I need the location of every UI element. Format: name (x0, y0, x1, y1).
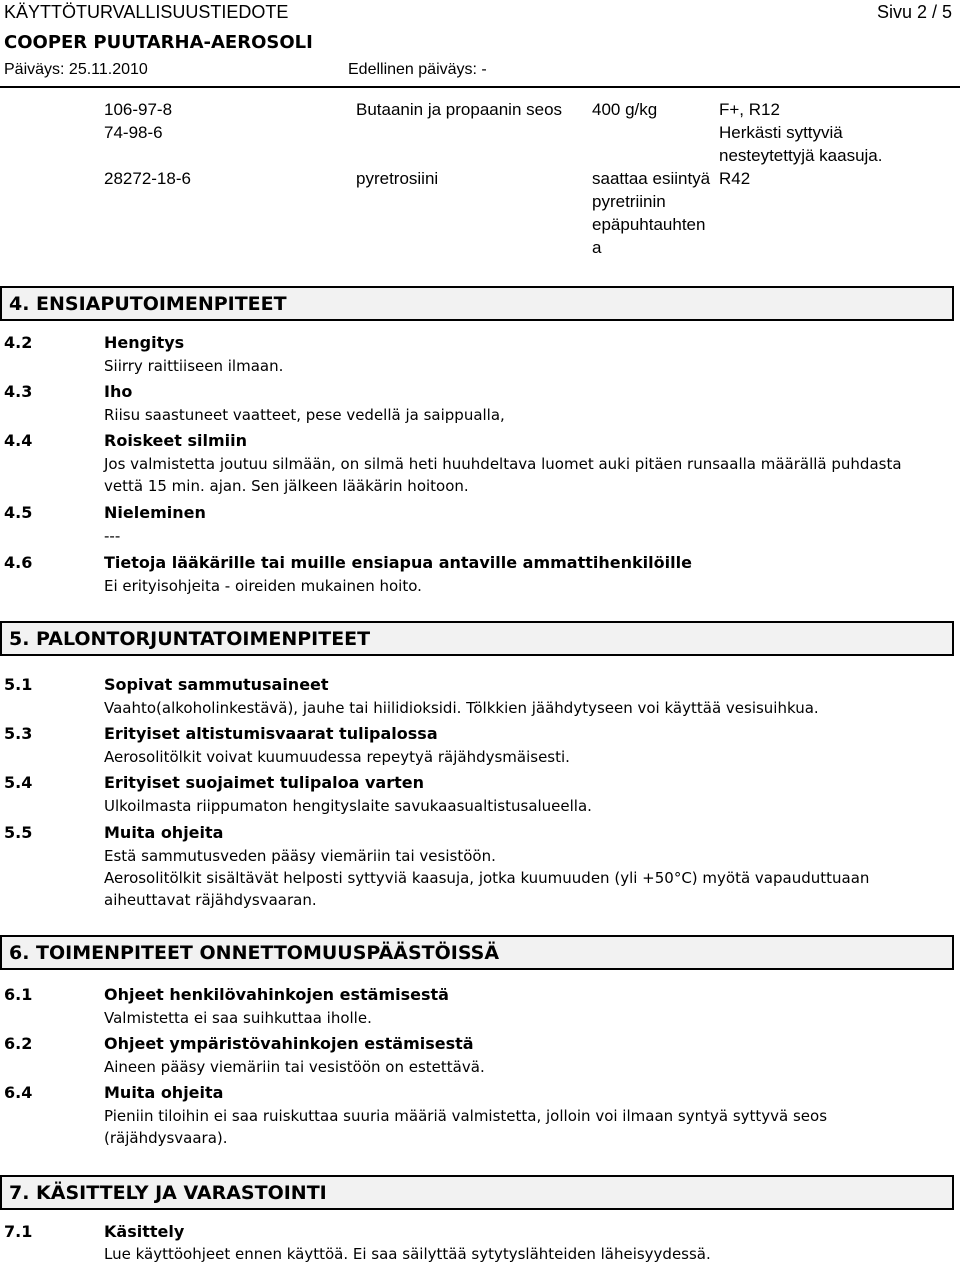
subsection-number: 5.3 (4, 724, 33, 743)
ingredient-classification: nesteytettyjä kaasuja. (719, 146, 883, 165)
section-title: 4. ENSIAPUTOIMENPITEET (9, 293, 287, 315)
ingredient-amount: pyretriinin (592, 192, 666, 211)
subsection-text: Riisu saastuneet vaatteet, pese vedellä ja saippualla, (104, 406, 505, 424)
subsection-title: Tietoja lääkärille tai muille ensiapua antaville ammattihenkilöille (104, 553, 692, 572)
ingredient-cas: 28272-18-6 (104, 169, 191, 188)
subsection-number: 6.4 (4, 1083, 33, 1102)
subsection-title: Muita ohjeita (104, 823, 224, 842)
section-header (0, 286, 954, 321)
ingredient-cas: 106-97-8 (104, 100, 173, 119)
ingredient-amount: epäpuhtauhten (592, 215, 706, 234)
subsection-text: --- (104, 527, 121, 545)
page-number: Sivu 2 / 5 (876, 2, 952, 22)
subsection-text: Valmistetta ei saa suihkuttaa iholle. (104, 1009, 372, 1027)
subsection-title: Ohjeet ympäristövahinkojen estämisestä (104, 1034, 474, 1053)
ingredient-name: pyretrosiini (356, 169, 439, 188)
subsection-text: Aerosolitölkit sisältävät helposti syttyviä kaasuja, jotka kuumuuden (yli +50°C) myötä vapauduttuaan aiheuttavat räjähdysvaaran. (104, 869, 870, 909)
subsection-number: 5.4 (4, 773, 33, 792)
subsection-title: Sopivat sammutusaineet (104, 675, 329, 694)
subsection-number: 4.4 (4, 431, 33, 450)
subsection-title: Nieleminen (104, 503, 206, 522)
subsection-text: Ei erityisohjeita - oireiden mukainen hoito. (104, 577, 422, 595)
subsection-number: 5.1 (4, 675, 33, 694)
subsection-title: Muita ohjeita (104, 1083, 224, 1102)
ingredient-classification: R42 (719, 169, 751, 188)
ingredient-cas: 74-98-6 (104, 123, 163, 142)
section-header (0, 1175, 954, 1210)
subsection-number: 4.2 (4, 333, 33, 352)
subsection-title: Roiskeet silmiin (104, 431, 247, 450)
subsection-text: Siirry raittiiseen ilmaan. (104, 357, 284, 375)
ingredient-amount: saattaa esiintyä (592, 169, 711, 188)
product-name: COOPER PUUTARHA-AEROSOLI (4, 32, 313, 53)
ingredient-amount: 400 g/kg (592, 100, 658, 119)
section-title: 6. TOIMENPITEET ONNETTOMUUSPÄÄSTÖISSÄ (9, 942, 500, 964)
subsection-text: Pieniin tiloihin ei saa ruiskuttaa suuria määriä valmistetta, jolloin voi ilmaan syntyä syttyvä seos (räjähdysvaara). (104, 1107, 828, 1147)
ingredient-name: Butaanin ja propaanin seos (356, 100, 563, 119)
subsection-title: Iho (104, 382, 133, 401)
subsection-title: Ohjeet henkilövahinkojen estämisestä (104, 985, 449, 1004)
subsection-number: 4.6 (4, 553, 33, 572)
subsection-number: 6.1 (4, 985, 33, 1004)
subsection-text: Vaahto(alkoholinkestävä), jauhe tai hiilidioksidi. Tölkkien jäähdytyseen voi käyttää vesisuihkua. (104, 699, 819, 717)
subsection-text: Aineen pääsy viemäriin tai vesistöön on estettävä. (104, 1058, 485, 1076)
ingredient-classification: F+, R12 (719, 100, 780, 119)
header-divider (0, 86, 960, 88)
subsection-number: 4.3 (4, 382, 33, 401)
subsection-text: Aerosolitölkit voivat kuumuudessa repeytyä räjähdysmäisesti. (104, 748, 570, 766)
section-header (0, 935, 954, 970)
subsection-title: Erityiset altistumisvaarat tulipalossa (104, 724, 438, 743)
section-title: 7. KÄSITTELY JA VARASTOINTI (9, 1182, 327, 1204)
ingredient-classification: Herkästi syttyviä (719, 123, 843, 142)
subsection-title: Hengitys (104, 333, 185, 352)
subsection-text: Jos valmistetta joutuu silmään, on silmä heti huuhdeltava luomet auki pitäen runsaalla määrällä puhdasta vettä 15 min. ajan. Sen jälkeen lääkärin hoitoon. (104, 455, 902, 495)
ingredient-amount: a (592, 238, 602, 257)
previous-date: Edellinen päiväys: - (348, 61, 487, 78)
subsection-title: Erityiset suojaimet tulipaloa varten (104, 773, 424, 792)
subsection-number: 5.5 (4, 823, 33, 842)
subsection-number: 4.5 (4, 503, 33, 522)
subsection-number: 7.1 (4, 1222, 33, 1241)
section-header (0, 621, 954, 656)
subsection-text: Lue käyttöohjeet ennen käyttöä. Ei saa säilyttää sytytyslähteiden läheisyydessä. (104, 1245, 711, 1263)
subsection-text: Ulkoilmasta riippumaton hengityslaite savukaasualtistusalueella. (104, 797, 592, 815)
issue-date: Päiväys: 25.11.2010 (4, 61, 148, 78)
subsection-text: Estä sammutusveden pääsy viemäriin tai vesistöön. (104, 847, 496, 865)
section-title: 5. PALONTORJUNTATOIMENPITEET (9, 628, 371, 650)
subsection-number: 6.2 (4, 1034, 33, 1053)
subsection-title: Käsittely (104, 1222, 185, 1241)
document-type: KÄYTTÖTURVALLISUUSTIEDOTE (4, 2, 289, 22)
